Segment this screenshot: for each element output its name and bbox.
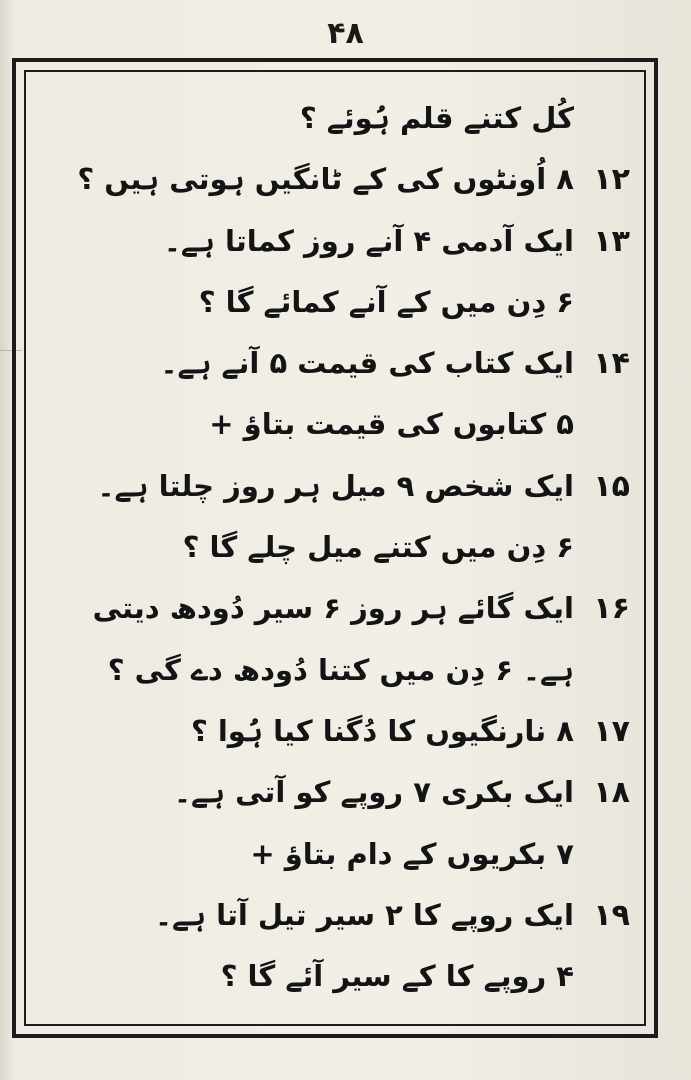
- text-line: [46, 149, 630, 210]
- line-text: ایک روپے کا ۲ سیر تیل آتا ہے۔: [155, 897, 574, 932]
- line-text: ایک شخص ۹ میل ہر روز چلتا ہے۔: [97, 468, 574, 503]
- line-text: ۷ بکریوں کے دام بتاؤ +: [250, 836, 574, 871]
- text-line: [46, 640, 630, 701]
- text-line: [46, 88, 630, 149]
- line-text: ۸ اُونٹوں کی کے ٹانگیں ہوتی ہیں ؟: [77, 162, 574, 197]
- line-text: ۸ نارنگیوں کا دُگنا کیا ہُوا ؟: [190, 713, 574, 748]
- line-text: ۶ دِن میں کتنے میل چلے گا ؟: [182, 530, 574, 565]
- text-line: [46, 701, 630, 762]
- question-number: ۱۵: [593, 468, 630, 504]
- question-number: ۱۴: [593, 346, 630, 382]
- question-number: ۱۶: [593, 591, 630, 627]
- question-number: ۱۸: [593, 775, 630, 811]
- text-line: [46, 824, 630, 885]
- text-line: [46, 272, 630, 333]
- question-number: ۱۳: [593, 223, 630, 259]
- line-text: ایک گائے ہر روز ۶ سیر دُودھ دیتی: [92, 591, 574, 626]
- line-text: ایک کتاب کی قیمت ۵ آنے ہے۔: [160, 346, 574, 381]
- text-line: [46, 762, 630, 823]
- exercise-list: [46, 88, 630, 1008]
- text-line: [46, 517, 630, 578]
- line-text: ایک آدمی ۴ آنے روز کماتا ہے۔: [163, 223, 574, 258]
- line-text: ایک بکری ۷ روپے کو آتی ہے۔: [174, 775, 574, 810]
- line-text: ہے۔ ۶ دِن میں کتنا دُودھ دے گی ؟: [107, 652, 574, 687]
- question-number: ۱۲: [593, 162, 630, 198]
- line-text: ۵ کتابوں کی قیمت بتاؤ +: [209, 407, 574, 442]
- text-line: [46, 885, 630, 946]
- line-text: کُل کتنے قلم ہُوئے ؟: [299, 101, 574, 135]
- text-line: [46, 333, 630, 394]
- question-number: ۱۹: [593, 897, 630, 933]
- text-line: [46, 578, 630, 639]
- text-line: [46, 211, 630, 272]
- line-text: ۶ دِن میں کے آنے کمائے گا ؟: [198, 284, 574, 319]
- question-number: ۱۷: [593, 713, 630, 749]
- text-line: [46, 456, 630, 517]
- page-number: ۴۸: [327, 16, 364, 51]
- text-line: [46, 394, 630, 455]
- text-line: [46, 946, 630, 1007]
- line-text: ۴ روپے کا کے سیر آئے گا ؟: [220, 959, 574, 994]
